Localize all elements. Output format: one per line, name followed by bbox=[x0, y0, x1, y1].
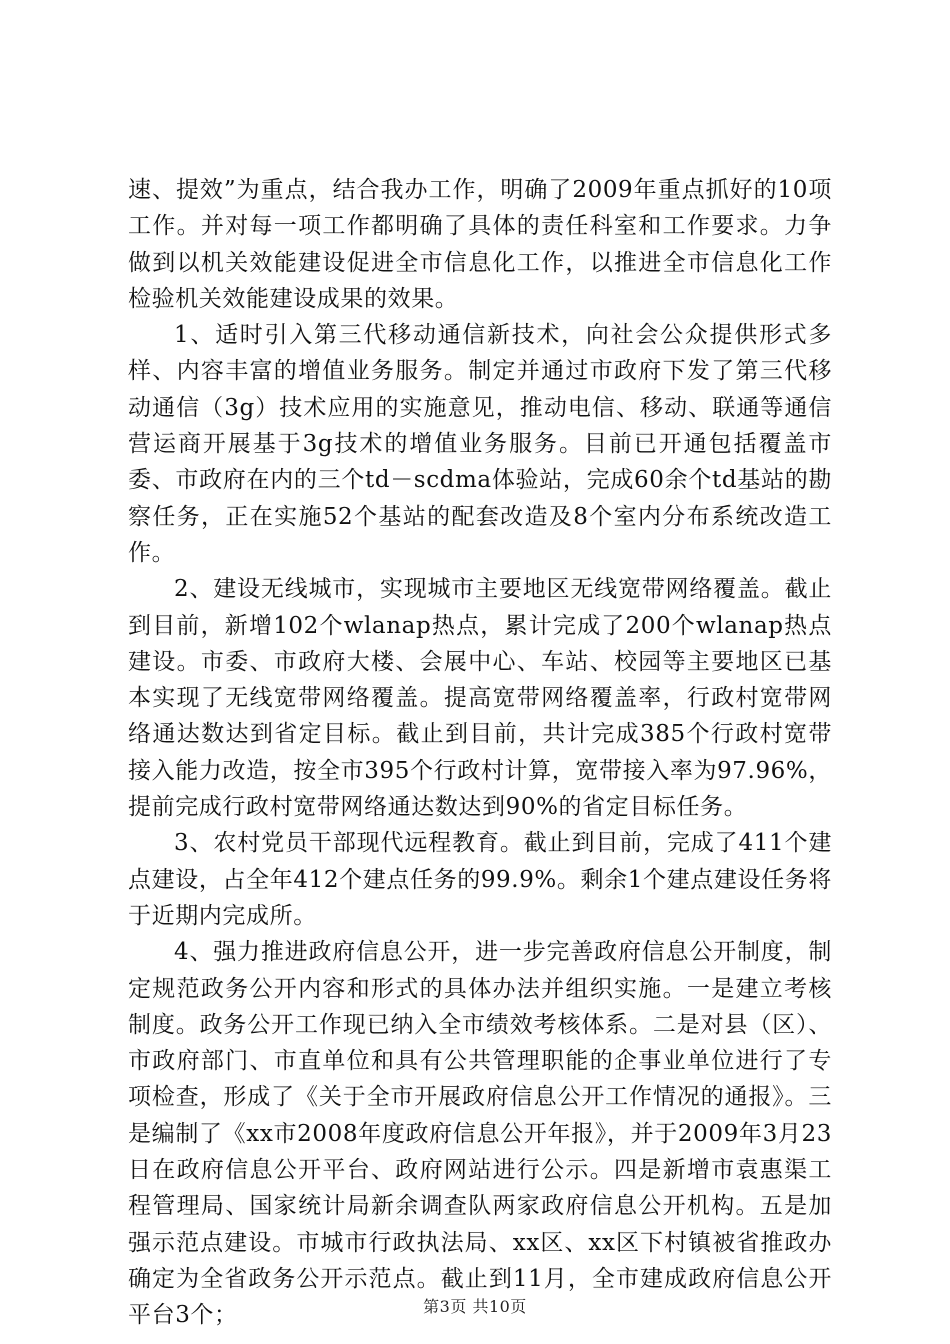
paragraph-item-3: 3、农村党员干部现代远程教育。截止到目前，完成了411个建点建设，占全年412个建点任务的99.9%。剩余1个建点建设任务将于近期内完成所。 bbox=[128, 830, 832, 929]
paragraph-item-1: 1、适时引入第三代移动通信新技术，向社会公众提供形式多样、内容丰富的增值业务服务。制定并通过市政府下发了第三代移动通信（3g）技术应用的实施意见，推动电信、移动、联通等通信营运商开展基于3g技术的增值业务服务。目前已开通包括覆盖市委、市政府在内的三个td－scdma体验站，完成60余个td基站的勘察任务，正在实施52个基站的配套改造及8个室内分布系统改造工作。 bbox=[128, 322, 832, 566]
paragraph-item-4: 4、强力推进政府信息公开，进一步完善政府信息公开制度，制定规范政务公开内容和形式的具体办法并组织实施。一是建立考核制度。政务公开工作现已纳入全市绩效考核体系。二是对县（区）、市政府部门、市直单位和具有公共管理职能的企事业单位进行了专项检查，形成了《关于全市开展政府信息公开工作情况的通报》。三是编制了《xx市2008年度政府信息公开年报》，并于2009年3月23日在政府信息公开平台、政府网站进行公示。四是新增市袁惠渠工程管理局、国家统计局新余调查队两家政府信息公开机构。五是加强示范点建设。市城市行政执法局、xx区、xx区下村镇被省推政办确定为全省政务公开示范点。截止到11月，全市建成政府信息公开平台3个； bbox=[128, 939, 832, 1329]
page-footer: 第3页 共10页 bbox=[423, 1297, 527, 1316]
paragraph-item-2: 2、建设无线城市，实现城市主要地区无线宽带网络覆盖。截止到目前，新增102个wlanap热点，累计完成了200个wlanap热点建设。市委、市政府大楼、会展中心、车站、校园等主要地区已基本实现了无线宽带网络覆盖。提高宽带网络覆盖率，行政村宽带网络通达数达到省定目标。截止到目前，共计完成385个行政村宽带接入能力改造，按全市395个行政村计算，宽带接入率为97.96%，提前完成行政村宽带网络通达数达到90%的省定目标任务。 bbox=[128, 576, 832, 821]
document-body bbox=[128, 172, 832, 1334]
paragraph-continuation: 速、提效”为重点，结合我办工作，明确了2009年重点抓好的10项工作。并对每一项工作都明确了具体的责任科室和工作要求。力争做到以机关效能建设促进全市信息化工作，以推进全市信息化工作检验机关效能建设成果的效果。 bbox=[128, 177, 832, 312]
